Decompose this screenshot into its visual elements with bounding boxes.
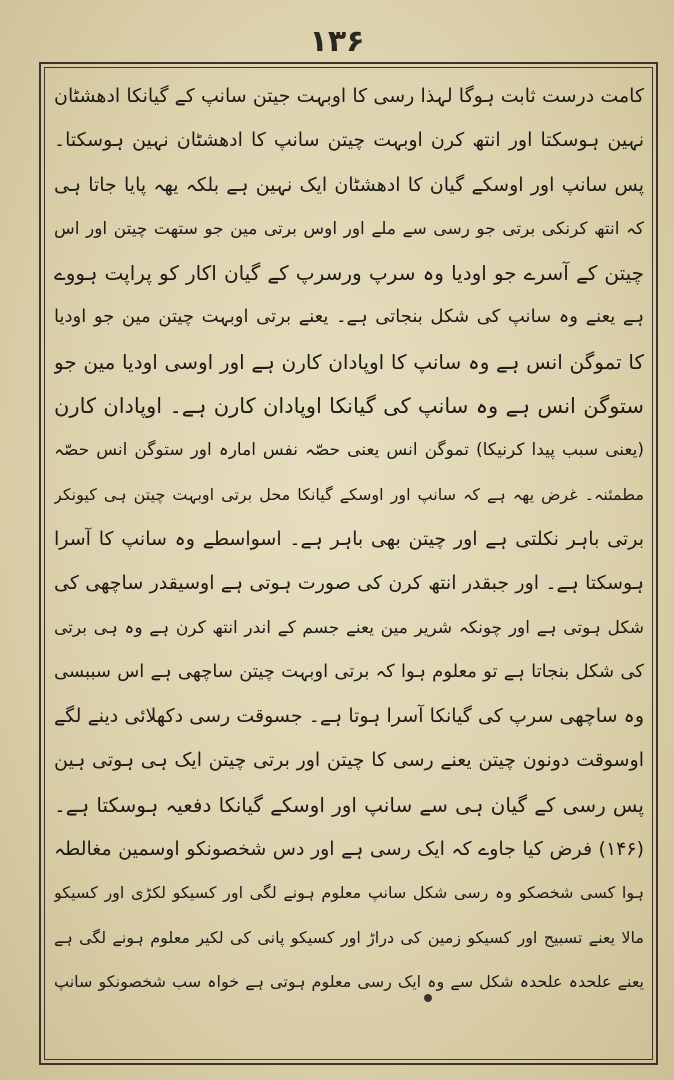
- text-line: چیتن کے آسرے جو اودیا وہ سرپ ورسرپ کے گیان اکار کو پراپت ہووے: [54, 261, 644, 286]
- text-line: پس رسی کے گیان ہی سے سانپ اور اوسکے گیانکا دفعیہ ہوسکتا ہے۔: [54, 792, 644, 817]
- text-line: ہوسکتا ہے۔ اور جبقدر انتھ کرن کی صورت ہوتی ہے اوسیقدر ساچھی کی: [54, 572, 644, 595]
- text-line: ستوگن انس ہے وہ سانپ کی گیانکا اوپادان کارن ہے۔ اوپادان کارن: [54, 394, 644, 419]
- text-line: ہوا کسی شخصکو وہ رسی شکل سانپ معلوم ہونے لگی اور کسیکو لکڑی اور کسیکو: [54, 883, 644, 903]
- ink-spot: [424, 994, 432, 1002]
- text-line: (۱۴۶) فرض کیا جاوے کہ ایک رسی ہے اور دس شخصونکو اوسمین مغالطہ: [54, 838, 644, 861]
- text-line: شکل ہوتی ہے اور چونکہ شریر مین یعنے جسم کے اندر انتھ کرن ہے وہ ہی برتی: [54, 617, 644, 638]
- text-line: ہے یعنے وہ سانپ کی شکل بنجاتی ہے۔ یعنے برتی اوبہت چیتن مین جو اودیا: [54, 306, 644, 328]
- body-text: [54, 74, 644, 1054]
- text-line: پس سانپ اور اوسکے گیان کا ادھشٹان ایک نہین ہے بلکہ یھہ پایا جاتا ہی: [54, 173, 644, 196]
- text-line: نہین ہوسکتا اور انتھ کرن اوبہت چیتن سانپ کا ادھشٹان نہین ہوسکتا۔: [54, 129, 644, 152]
- text-line: یعنے علحدہ علحدہ شکل سے وہ ایک رسی معلوم ہوتی ہے خواہ سب شخصونکو سانپ: [54, 971, 644, 991]
- text-line: مالا یعنے تسبیح اور کسیکو زمین کی دراڑ اور کسیکو پانی کی لکیر معلوم ہونے لگی ہے: [54, 927, 644, 947]
- text-line: وہ ساچھی سرپ کی گیانکا آسرا ہوتا ہے۔ جسوقت رسی دکھلائی دینے لگے: [54, 705, 644, 728]
- text-line: مطمئنہ۔ غرض یھہ ہے کہ سانپ اور اوسکے گیانکا محل برتی اوبہت چیتن ہی کیونکر: [54, 484, 644, 504]
- text-line: (یعنی سبب پیدا کرنیکا) تموگن انس یعنی حصّہ نفس امارہ اور ستوگن انس حصّہ: [54, 440, 644, 461]
- text-line: کہ انتھ کرنکی برتی جو رسی سے ملے اور اوس برتی مین جو ستھت چیتن اور اس: [54, 218, 644, 239]
- text-line: اوسوقت دونون چیتن یعنے رسی کا چیتن اور برتی چیتن ایک ہی ہوتی ہین: [54, 749, 644, 772]
- text-line: کامت درست ثابت ہوگا لہذا رسی کا اوبہت جیتن سانپ کے گیانکا ادھشٹان: [54, 85, 644, 107]
- text-line: کی شکل بنجاتا ہے تو معلوم ہوا کہ برتی اوبہت چیتن ساچھی ہے اس سببسی: [54, 660, 644, 682]
- page-number: ۱۳۶: [309, 24, 365, 59]
- text-line: کا تموگن انس ہے وہ سانپ کا اوپادان کارن ہے اور اوسی اودیا مین جو: [54, 349, 644, 374]
- text-line: برتی باہر نکلتی ہے اور چیتن بھی باہر ہے۔ اسواسطے وہ سانپ کا آسرا: [54, 527, 644, 550]
